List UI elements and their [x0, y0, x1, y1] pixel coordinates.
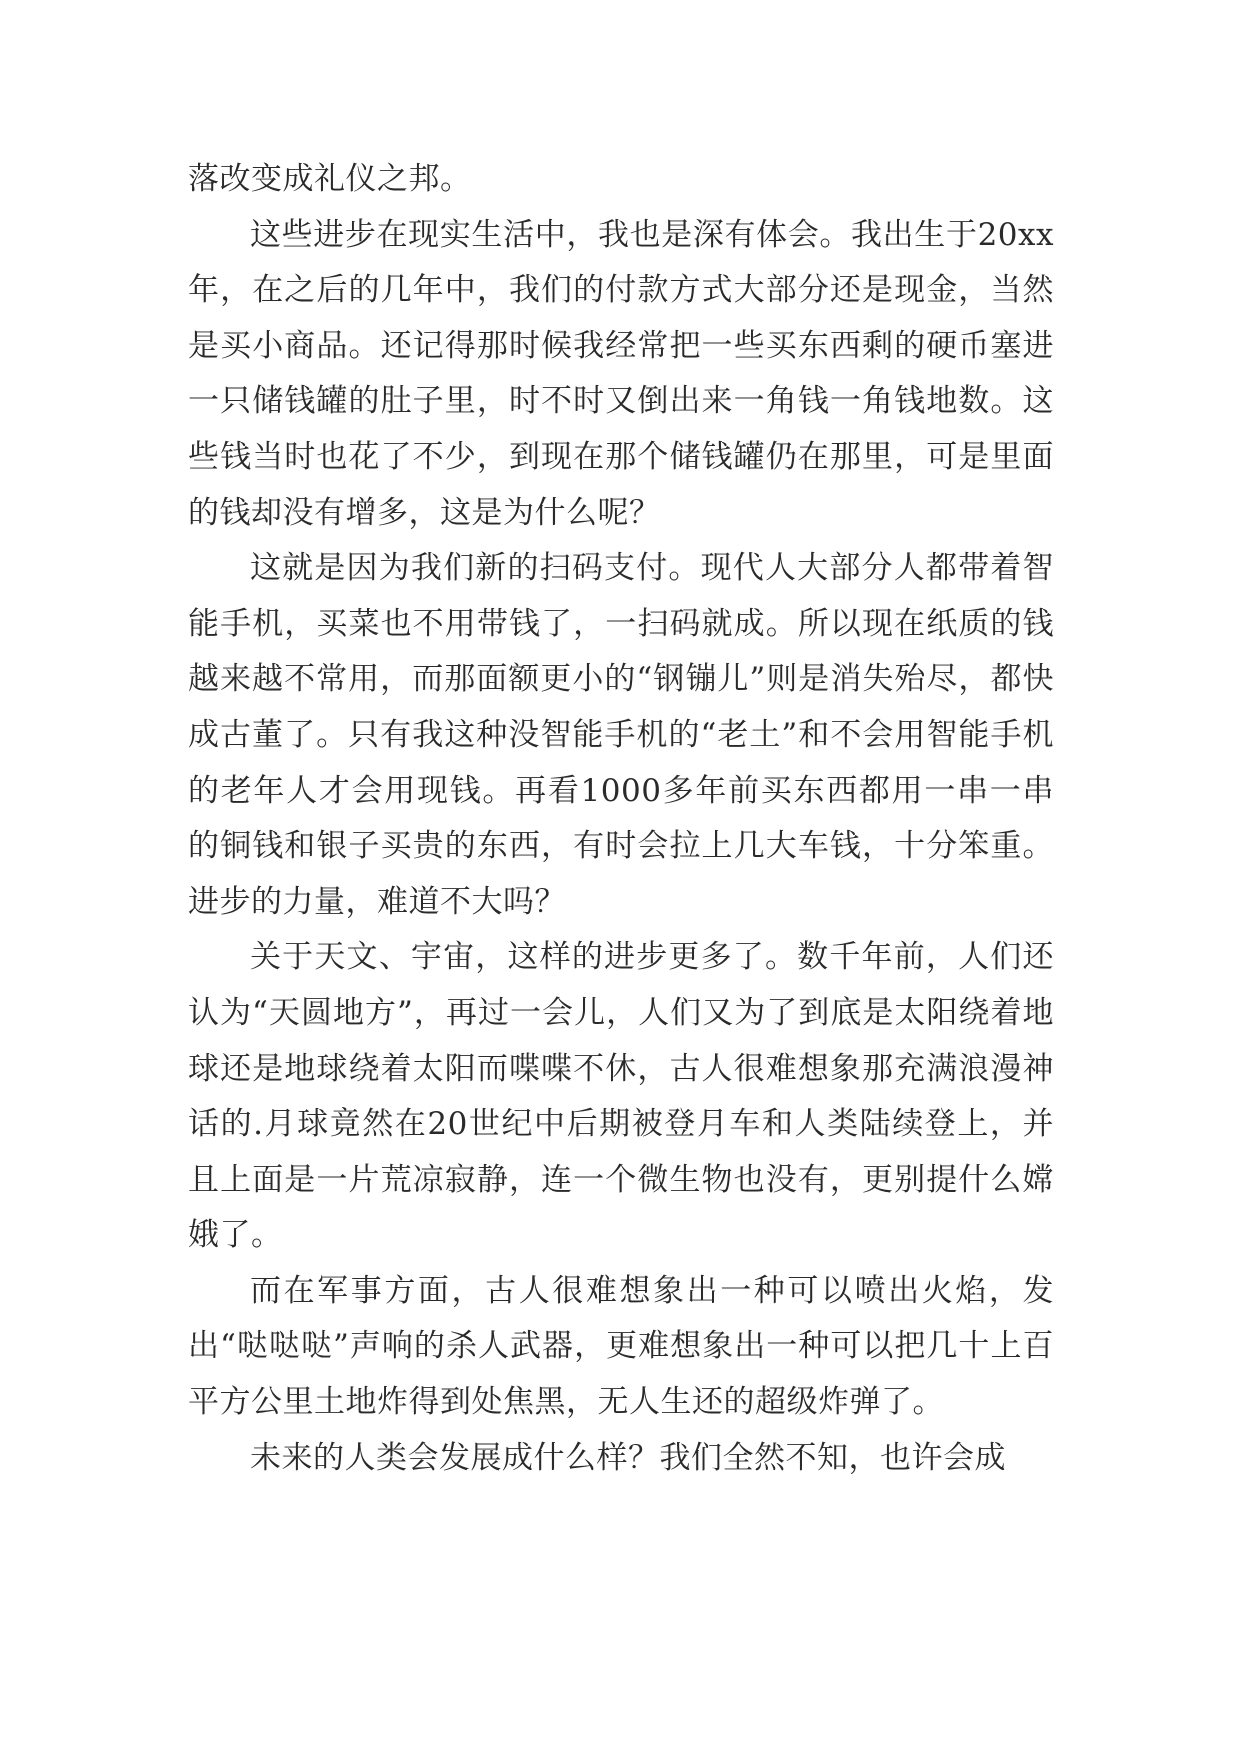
paragraph-2: 这些进步在现实生活中，我也是深有体会。我出生于20xx年，在之后的几年中，我们的付款方式大部分还是现金，当然是买小商品。还记得那时候我经常把一些买东西剩的硬币塞进一只储钱罐的肚子里，时不时又倒出来一角钱一角钱地数。这些钱当时也花了不少，到现在那个储钱罐仍在那里，可是里面的钱却没有增多，这是为什么呢？	[188, 216, 1054, 531]
paragraph-5: 而在军事方面，古人很难想象出一种可以喷出火焰，发出“哒哒哒”声响的杀人武器，更难想象出一种可以把几十上百平方公里土地炸得到处焦黑，无人生还的超级炸弹了。	[188, 1272, 1054, 1421]
paragraph-6: 未来的人类会发展成什么样？我们全然不知，也许会成	[250, 1439, 1006, 1476]
document-body	[188, 152, 1054, 1486]
paragraph-1: 落改变成礼仪之邦。	[188, 161, 472, 197]
paragraph-3: 这就是因为我们新的扫码支付。现代人大部分人都带着智能手机，买菜也不用带钱了，一扫码就成。所以现在纸质的钱越来越不常用，而那面额更小的“钢镚儿”则是消失殆尽，都快成古董了。只有我这种没智能手机的“老土”和不会用智能手机的老年人才会用现钱。再看1000多年前买东西都用一串一串的铜钱和银子买贵的东西，有时会拉上几大车钱，十分笨重。进步的力量，难道不大吗？	[188, 550, 1054, 920]
paragraph-4: 关于天文、宇宙，这样的进步更多了。数千年前，人们还认为“天圆地方”，再过一会儿，人们又为了到底是太阳绕着地球还是地球绕着太阳而喋喋不休，古人很难想象那充满浪漫神话的.月球竟然在20世纪中后期被登月车和人类陆续登上，并且上面是一片荒凉寂静，连一个微生物也没有，更别提什么嫦娥了。	[188, 939, 1054, 1254]
